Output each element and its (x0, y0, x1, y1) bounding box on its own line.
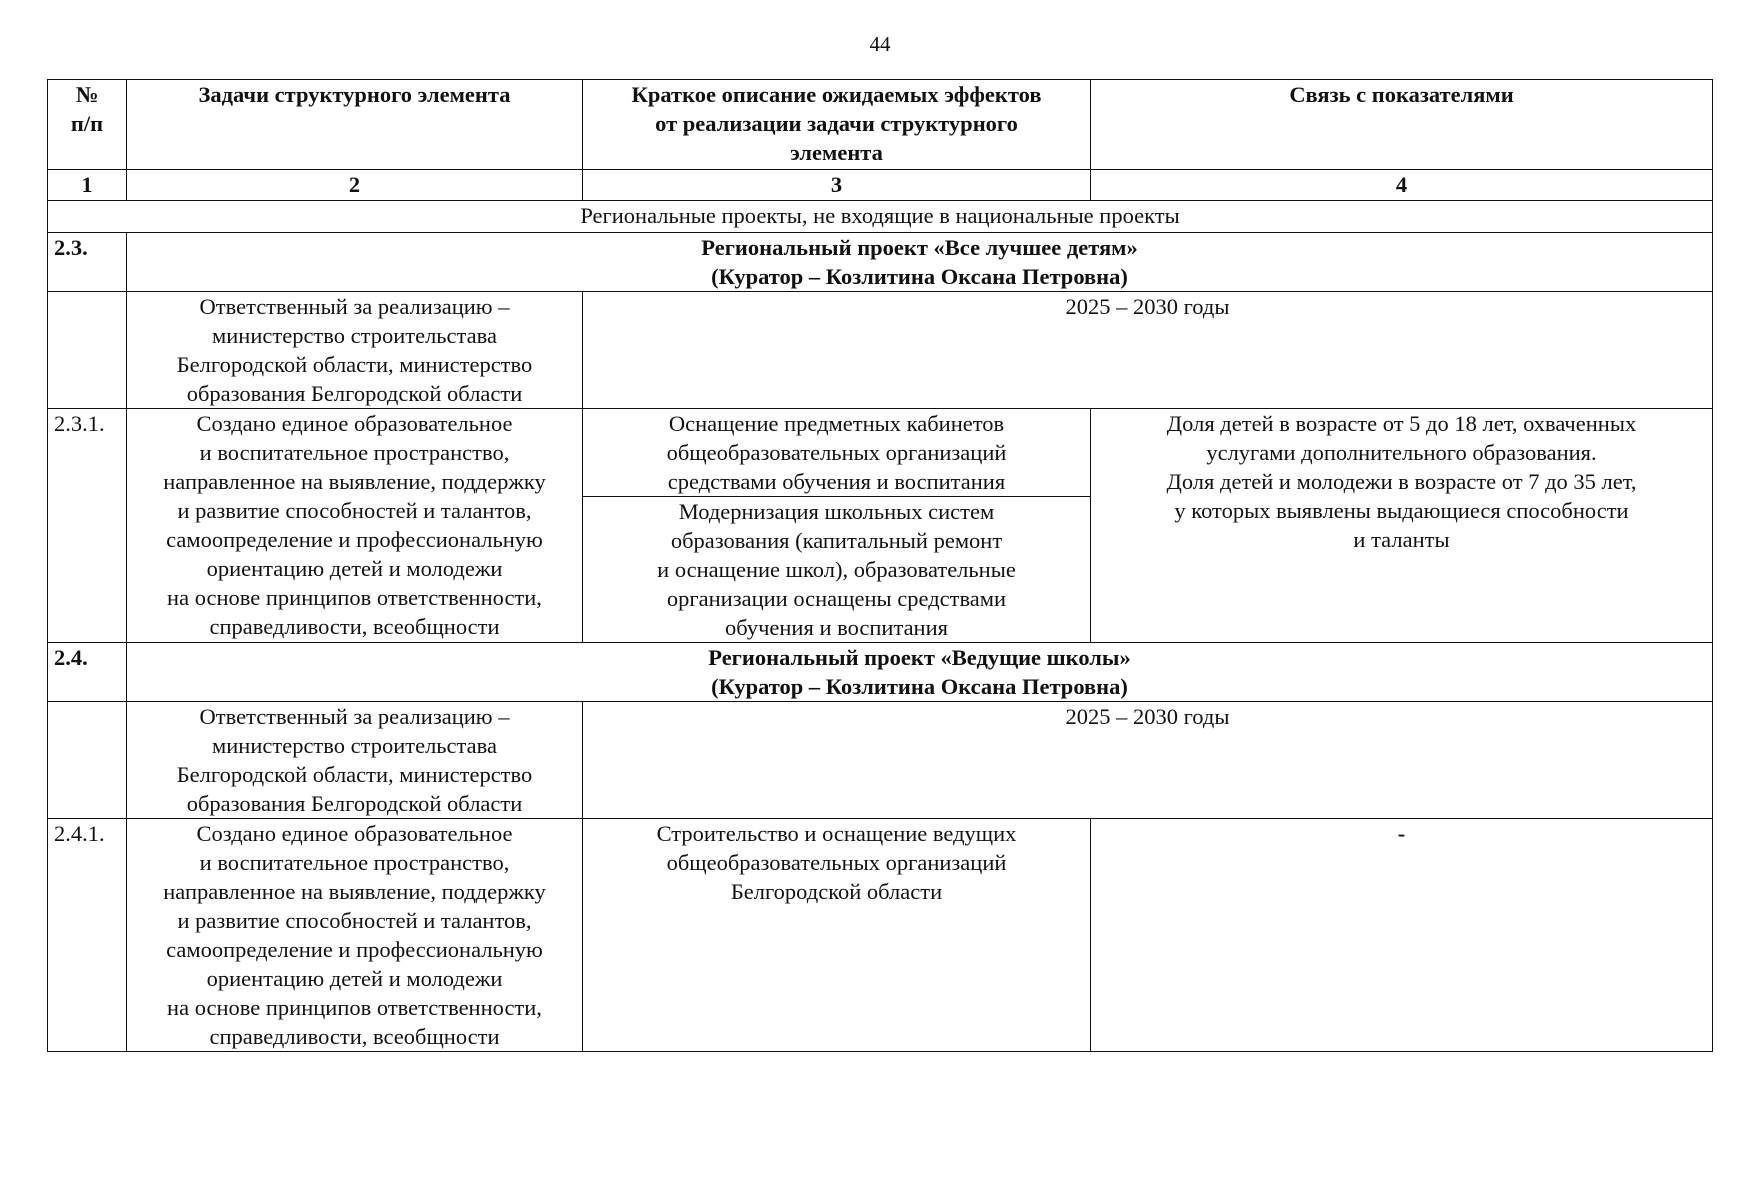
project-row (48, 643, 1713, 702)
structural-elements-table (47, 79, 1713, 1052)
column-number: 3 (583, 170, 1091, 201)
column-number: 1 (48, 170, 127, 201)
task-row (48, 819, 1713, 1052)
project-title: Региональный проект «Все лучшее детям» (Куратор – Козлитина Оксана Петровна) (127, 233, 1713, 292)
column-number: 4 (1091, 170, 1713, 201)
section-title: Региональные проекты, не входящие в национальные проекты (48, 201, 1713, 233)
header-number: № п/п (48, 80, 127, 170)
section-row (48, 201, 1713, 233)
responsible-text: Ответственный за реализацию – министерство строительстава Белгородской области, министерство образования Белгородской области (127, 292, 583, 409)
task-number: 2.4.1. (48, 819, 127, 1052)
task-text: Создано единое образовательное и воспитательное пространство, направленное на выявление, поддержку и развитие способностей и талантов, самоопределение и профессиональную ориентацию детей и молодежи на основе принципов ответственности, справедливости, всеобщности (127, 819, 583, 1052)
page-number: 44 (869, 32, 891, 56)
project-period: 2025 – 2030 годы (583, 702, 1713, 819)
responsible-row (48, 702, 1713, 819)
header-indicators: Связь с показателями (1091, 80, 1713, 170)
header-tasks: Задачи структурного элемента (127, 80, 583, 170)
project-row (48, 233, 1713, 292)
effect-text: Модернизация школьных систем образования (капитальный ремонт и оснащение школ), образовательные организации оснащены средствами обучения и воспитания (583, 497, 1091, 643)
header-effects: Краткое описание ожидаемых эффектов от реализации задачи структурного элемента (583, 80, 1091, 170)
column-number: 2 (127, 170, 583, 201)
project-title: Региональный проект «Ведущие школы» (Куратор – Козлитина Оксана Петровна) (127, 643, 1713, 702)
task-number: 2.3.1. (48, 409, 127, 643)
empty-cell (48, 702, 127, 819)
empty-cell (48, 292, 127, 409)
indicators-text: - (1091, 819, 1713, 1052)
project-number: 2.4. (48, 643, 127, 702)
indicators-text: Доля детей в возрасте от 5 до 18 лет, охваченных услугами дополнительного образования. Доля детей и молодежи в возрасте от 7 до 35 лет, у которых выявлены выдающиеся способности и таланты (1091, 409, 1713, 643)
project-period: 2025 – 2030 годы (583, 292, 1713, 409)
table-header-row (48, 80, 1713, 170)
responsible-text: Ответственный за реализацию – министерство строительстава Белгородской области, министерство образования Белгородской области (127, 702, 583, 819)
effect-text: Оснащение предметных кабинетов общеобразовательных организаций средствами обучения и воспитания (583, 409, 1091, 497)
responsible-row (48, 292, 1713, 409)
effect-text: Строительство и оснащение ведущих общеобразовательных организаций Белгородской области (583, 819, 1091, 1052)
column-numbers-row (48, 170, 1713, 201)
task-row (48, 409, 1713, 497)
project-number: 2.3. (48, 233, 127, 292)
task-text: Создано единое образовательное и воспитательное пространство, направленное на выявление, поддержку и развитие способностей и талантов, самоопределение и профессиональную ориентацию детей и молодежи на основе принципов ответственности, справедливости, всеобщности (127, 409, 583, 643)
